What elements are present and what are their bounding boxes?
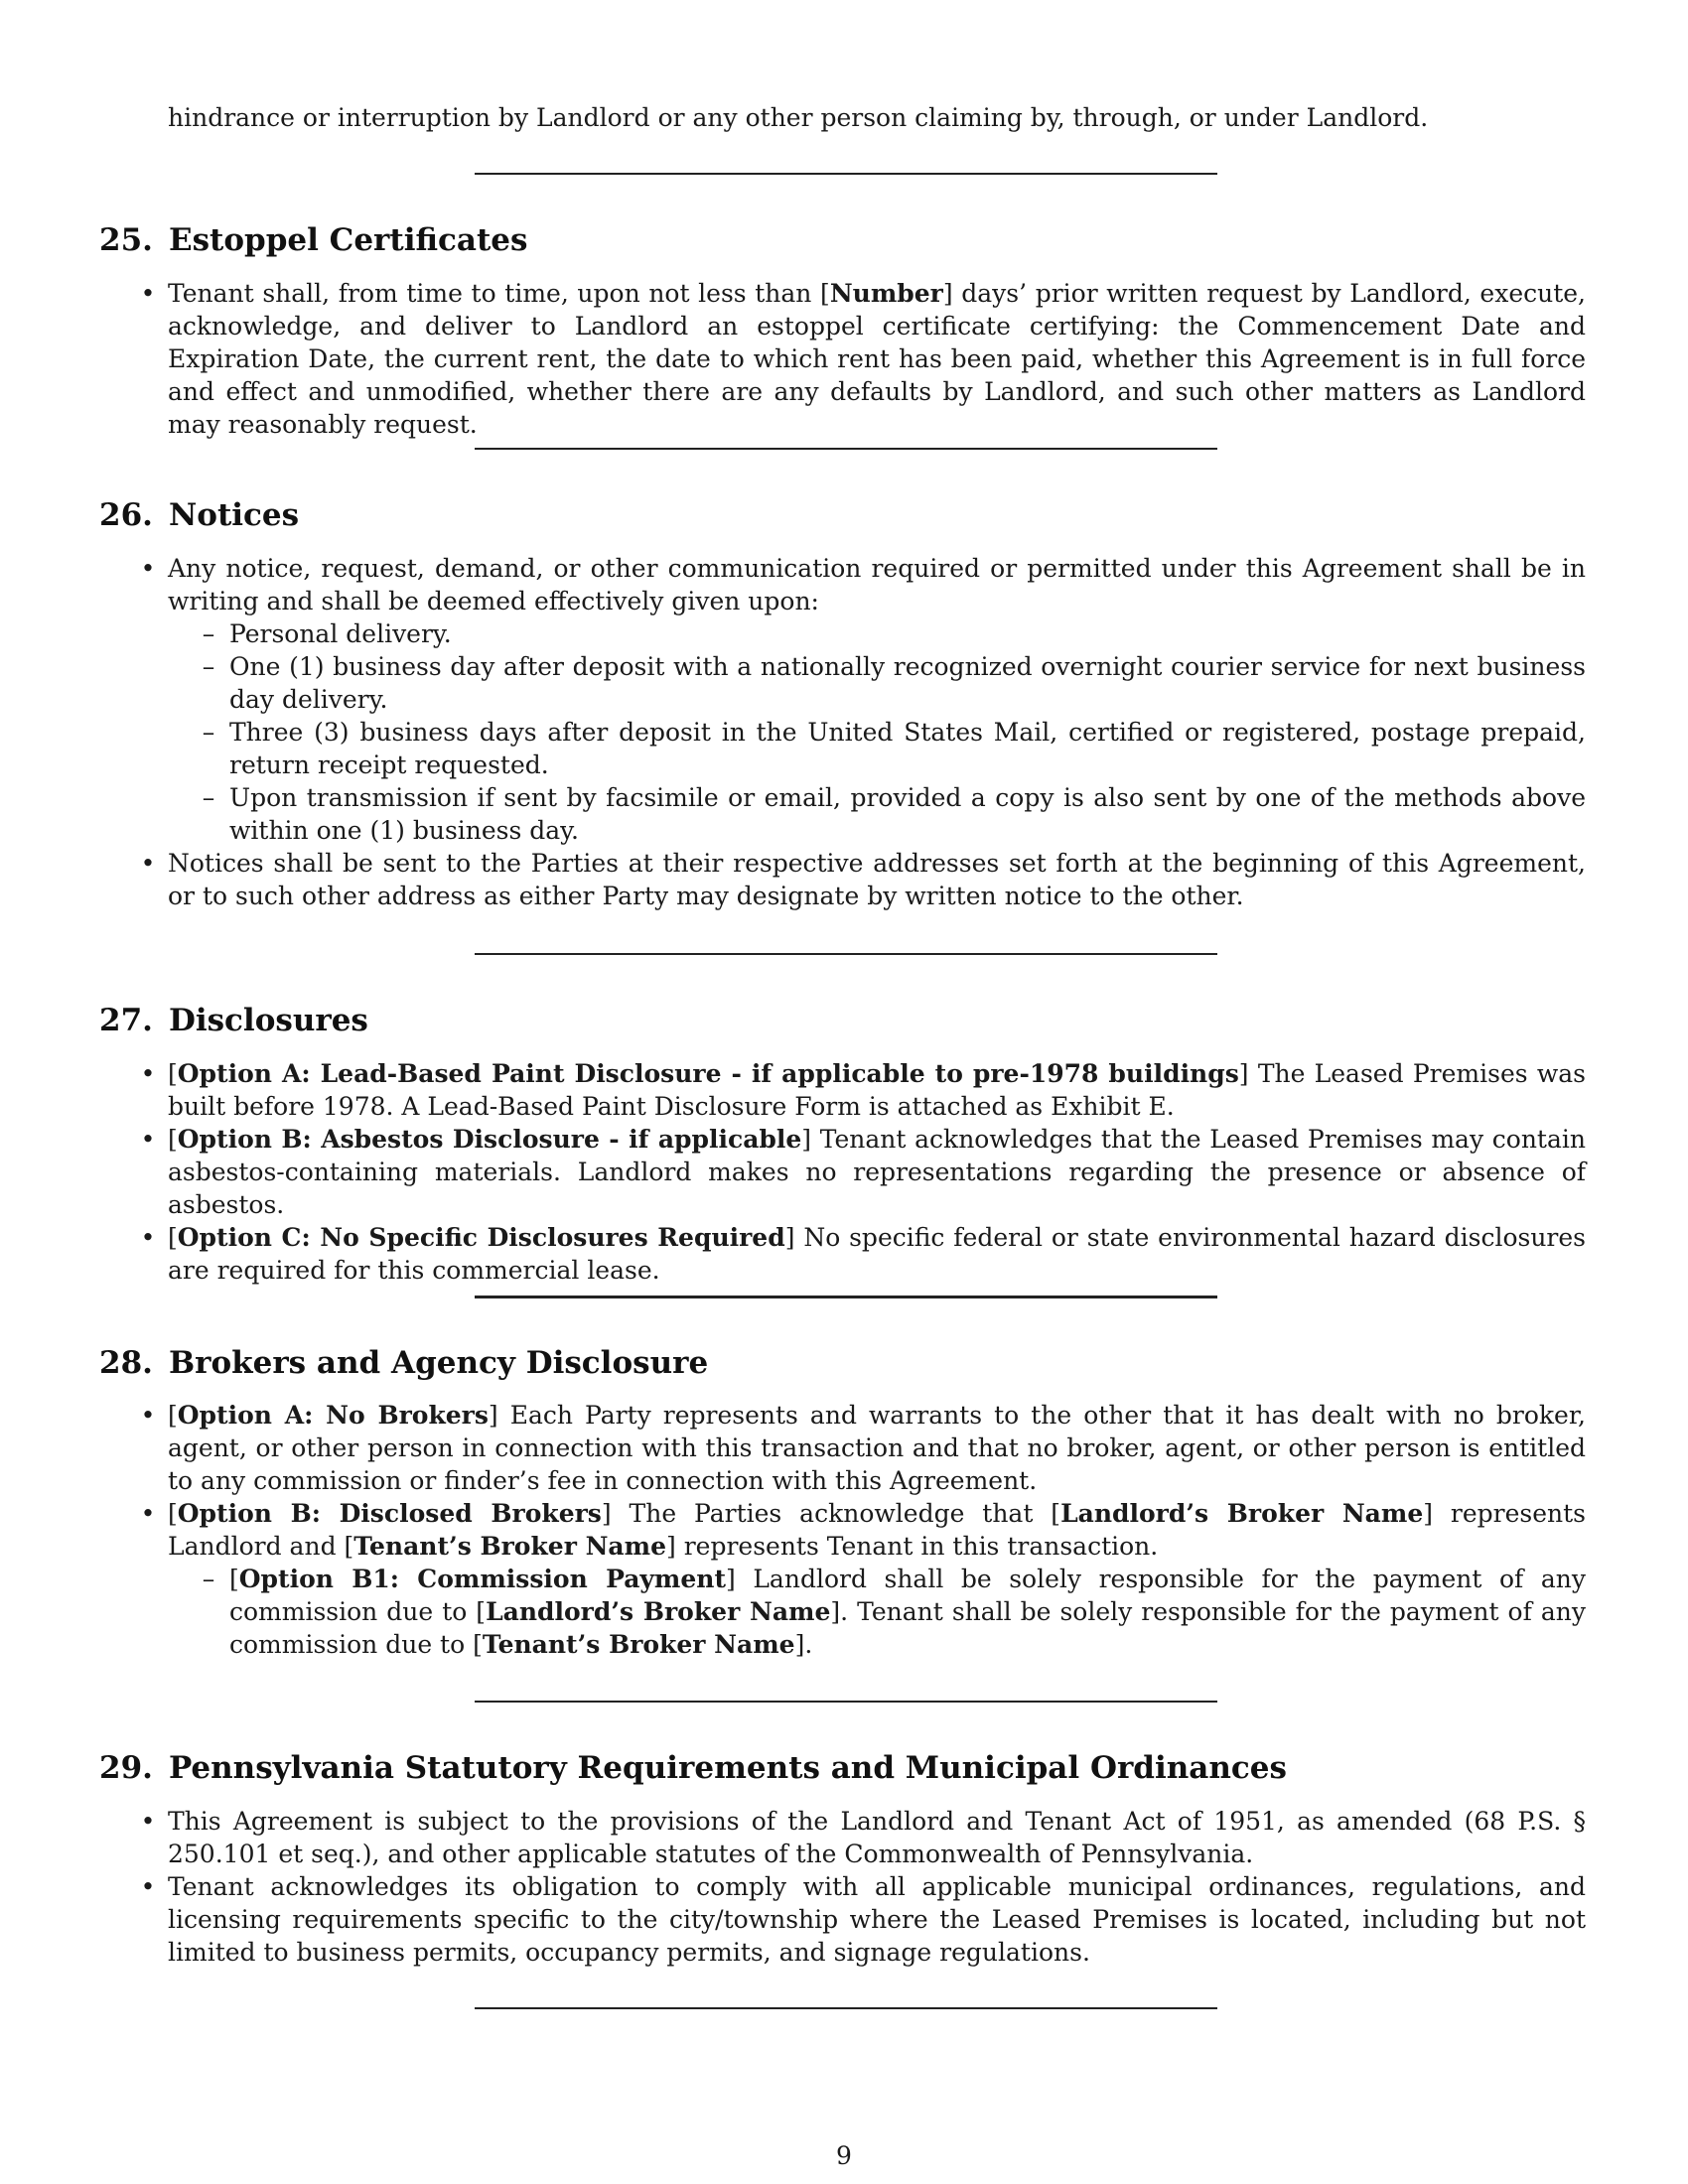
section-28-list (140, 1399, 1587, 1661)
list-item: • [Option A: Lead-Based Paint Disclosure - if applicable to pre-1978 buildings] The Leased Premises was built before 1978. A Lead-Based Paint Disclosure Form is attached as Exhibit E. (140, 1059, 1586, 1121)
list-item: • This Agreement is subject to the provisions of the Landlord and Tenant Act of 1951, as amended (68 P.S. § 250.101 et seq.), and other applicable statutes of the Commonwealth of Pennsylvania. (140, 1807, 1586, 1868)
bullet-icon: • (140, 279, 156, 308)
list-item: • Tenant shall, from time to time, upon not less than [Number] days’ prior written request by Landlord, execute, acknowledge, and deliver to Landlord an estoppel certificate certifying: the Commencement Date and Expiration Date, the current rent, the date to which rent has been paid, whether this Agreement is in full force and effect and unmodified, whether there are any defaults by Landlord, and such other matters as Landlord may reasonably request. (140, 279, 1587, 439)
section-title: Disclosures (168, 1003, 368, 1038)
bullet-icon: • (140, 1807, 156, 1836)
section-number: 27. (99, 1003, 153, 1038)
section-number: 26. (99, 497, 153, 533)
list-item: • [Option C: No Specific Disclosures Required] No specific federal or state environmental hazard disclosures are required for this commercial lease. (140, 1223, 1586, 1285)
section-26-heading (99, 495, 1589, 535)
option-label: Option A: No Brokers (177, 1401, 489, 1430)
section-25-heading (99, 220, 1589, 260)
option-label: Option C: No Specific Disclosures Required (177, 1223, 785, 1252)
section-number: 25. (99, 222, 153, 258)
list-item: • Tenant acknowledges its obligation to comply with all applicable municipal ordinances, regulations, and licensing requirements specific to the city/township where the Leased Premises is located, including but not limited to business permits, occupancy permits, and signage regulations. (140, 1872, 1586, 1967)
section-title: Notices (168, 497, 300, 533)
bullet-icon: • (140, 1125, 156, 1154)
option-label: Option A: Lead-Based Paint Disclosure - if applicable to pre-1978 buildings (177, 1059, 1239, 1088)
section-divider (475, 1701, 1217, 1703)
list-item: • Notices shall be sent to the Parties at their respective addresses set forth at the beginning of this Agreement, or to such other address as either Party may designate by written notice to the other. (140, 849, 1586, 910)
sub-list-item: – [Option B1: Commission Payment] Landlord shall be solely responsible for the payment of any commission due to [Landlord’s Broker Name]. Tenant shall be solely responsible for the payment of any commission due to [Tenant’s Broker Name]. (229, 1563, 1586, 1661)
bullet-icon: • (140, 849, 156, 878)
section-29-heading (99, 1748, 1589, 1788)
option-label: Option B: Disclosed Brokers (177, 1499, 602, 1528)
page-number: 9 (836, 2141, 852, 2170)
bullet-icon: • (140, 1401, 156, 1430)
section-title: Estoppel Certificates (168, 222, 528, 258)
bullet-icon: • (140, 554, 156, 583)
option-label: Option B1: Commission Payment (238, 1565, 727, 1593)
section-title: Brokers and Agency Disclosure (168, 1345, 709, 1381)
list-item: • [Option A: No Brokers] Each Party represents and warrants to the other that it has dealt with no broker, agent, or other person in connection with this transaction and that no broker, agent, or other person is entitled to any commission or finder’s fee in connection with this Agreement. (140, 1401, 1586, 1495)
list-item: • Any notice, request, demand, or other communication required or permitted under this Agreement shall be in writing and shall be deemed effectively given upon: (140, 554, 1586, 615)
sub-list-item: – One (1) business day after deposit with a nationally recognized overnight courier service for next business day delivery. (229, 650, 1586, 716)
sub-list-item: – Three (3) business days after deposit in the United States Mail, certified or registered, postage prepaid, return receipt requested. (229, 716, 1586, 781)
section-27-heading (99, 1001, 1589, 1040)
dash-icon: – (202, 718, 215, 747)
placeholder-field: Landlord’s Broker Name (486, 1597, 831, 1626)
section-divider (475, 448, 1217, 450)
bullet-icon: • (140, 1059, 156, 1088)
section-27-list (140, 1057, 1586, 1287)
dash-icon: – (202, 1565, 215, 1593)
placeholder-field: Number (829, 279, 943, 308)
section-number: 28. (99, 1345, 153, 1381)
section-28-heading (99, 1343, 1589, 1383)
option-label: Option B: Asbestos Disclosure - if applicable (177, 1125, 802, 1154)
sub-list-item: – Personal delivery. (229, 617, 1586, 650)
section-divider (475, 1296, 1217, 1298)
section-title: Pennsylvania Statutory Requirements and Municipal Ordinances (168, 1750, 1287, 1786)
continuation-paragraph: hindrance or interruption by Landlord or any other person claiming by, through, or under Landlord. (168, 103, 1429, 132)
dash-icon: – (202, 783, 215, 812)
dash-icon: – (202, 652, 215, 681)
section-26-list (140, 552, 1586, 912)
dash-icon: – (202, 619, 215, 648)
bullet-icon: • (140, 1223, 156, 1252)
bullet-icon: • (140, 1872, 156, 1901)
list-item: • [Option B: Asbestos Disclosure - if applicable] Tenant acknowledges that the Leased Premises may contain asbestos-containing materials. Landlord makes no representations regarding the presence or absence of asbestos. (140, 1125, 1586, 1219)
placeholder-field: Landlord’s Broker Name (1060, 1499, 1424, 1528)
placeholder-field: Tenant’s Broker Name (353, 1532, 666, 1561)
placeholder-field: Tenant’s Broker Name (482, 1630, 795, 1659)
list-item: • [Option B: Disclosed Brokers] The Parties acknowledge that [Landlord’s Broker Name] represents Landlord and [Tenant’s Broker Name] represents Tenant in this transaction. (140, 1499, 1587, 1561)
section-divider (475, 173, 1217, 175)
section-25-list (140, 277, 1587, 441)
bullet-icon: • (140, 1499, 156, 1528)
section-number: 29. (99, 1750, 153, 1786)
section-29-list (140, 1805, 1586, 1969)
sub-list-item: – Upon transmission if sent by facsimile or email, provided a copy is also sent by one of the methods above within one (1) business day. (229, 781, 1586, 847)
section-divider (475, 2007, 1217, 2009)
section-divider (475, 953, 1217, 955)
